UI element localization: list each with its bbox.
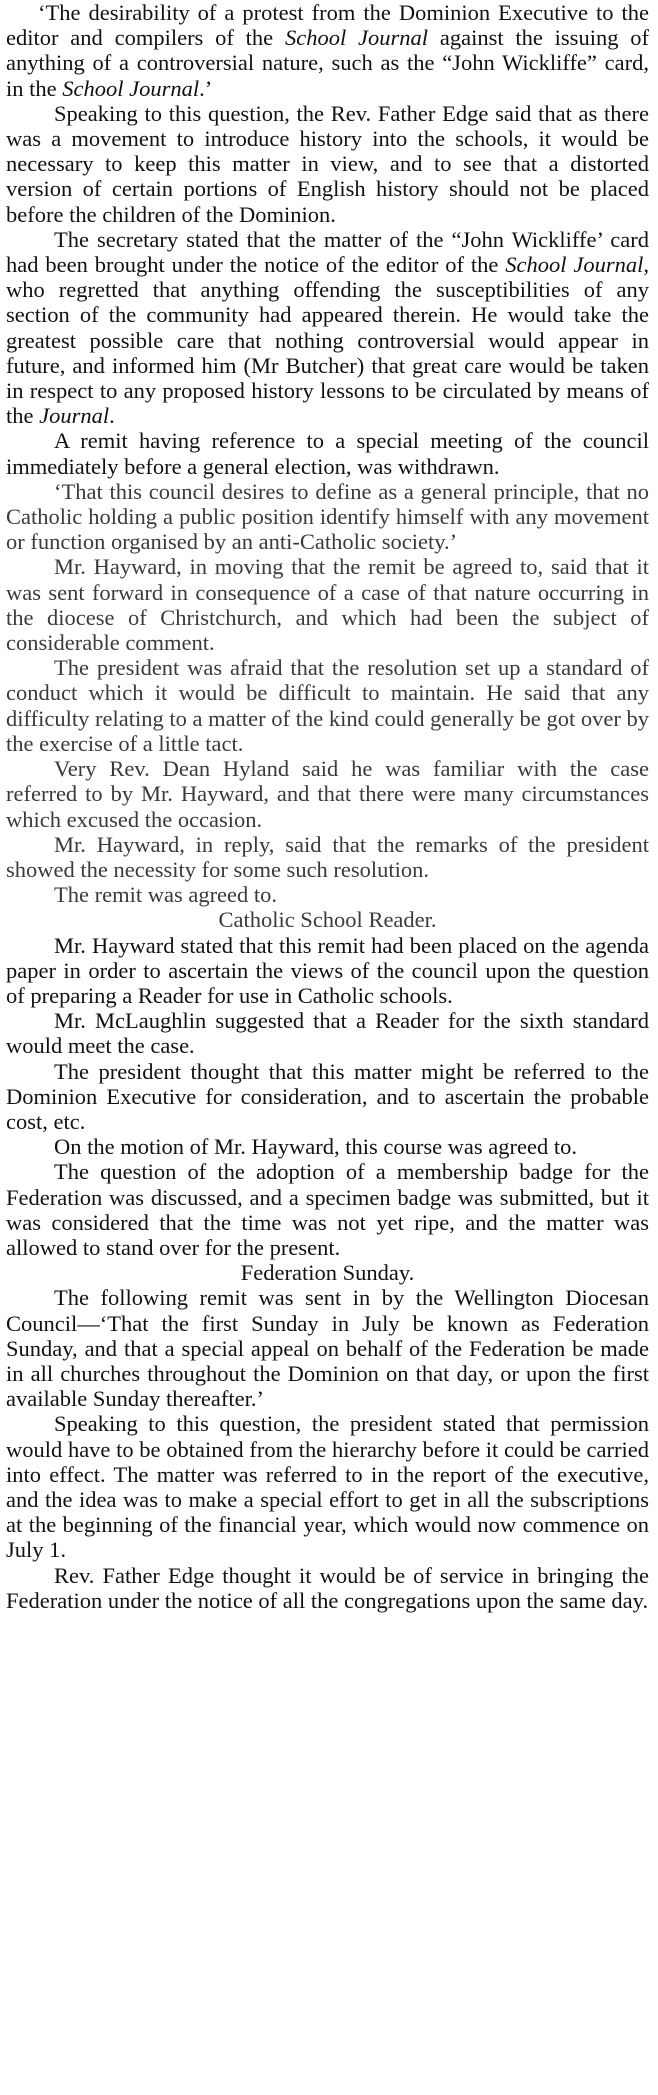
paragraph-remit-withdrawn: A remit having reference to a special meeting of the council immediately before a general election, was withdrawn.: [6, 428, 649, 479]
paragraph-hayward-moving: Mr. Hayward, in moving that the remit be agreed to, said that it was sent forward in consequence of a case of that nature occurring in the diocese of Christchurch, and which had been the subject of considerable comment.: [6, 554, 649, 656]
paragraph-president-afraid: The president was afraid that the resolution set up a standard of conduct which it would be difficult to maintain. He said that any difficulty relating to a matter of the kind could generally be got over by the exercise of a little tact.: [6, 655, 649, 756]
paragraph-hayward-reader: Mr. Hayward stated that this remit had been placed on the agenda paper in order to ascertain the views of the council upon the question of preparing a Reader for use in Catholic schools.: [6, 932, 649, 1008]
paragraph-father-edge: Speaking to this question, the Rev. Father Edge said that as there was a movement to introduce history into the schools, it would be necessary to keep this matter in view, and to see that a distorted version of certain portions of English history should not be placed before the children of the Dominion.: [6, 100, 649, 227]
text: .: [109, 403, 115, 429]
publication-title: School Journal: [505, 252, 644, 278]
text: .’: [199, 75, 213, 101]
paragraph-hayward-reply: Mr. Hayward, in reply, said that the remarks of the president showed the necessity for some such resolution.: [6, 831, 649, 882]
paragraph-protest-remit: [6, 0, 649, 101]
publication-title: Journal: [39, 403, 110, 429]
paragraph-secretary: [6, 227, 649, 429]
text: , who regretted that anything offending the susceptibilities of any section of the community had appeared therein. He would take the greatest possible care that nothing controversial would appear in future, and informed him (Mr Butcher) that great care would be taken in respect to any proposed history lessons to be circulated by means of the: [6, 252, 650, 429]
section-heading-school-reader: Catholic School Reader.: [218, 907, 437, 933]
paragraph-remit-agreed: The remit was agreed to.: [54, 882, 278, 908]
paragraph-mclaughlin: Mr. McLaughlin suggested that a Reader for the sixth standard would meet the case.: [6, 1008, 649, 1059]
publication-title: School Journal: [62, 75, 200, 101]
paragraph-dean-hyland: Very Rev. Dean Hyland said he was familiar with the case referred to by Mr. Hayward, and that there were many circumstances which excused the occasion.: [6, 756, 649, 832]
section-heading-federation-sunday: Federation Sunday.: [240, 1260, 415, 1286]
text: The secretary stated that the matter of the “John Wickliffe’ card had been brought under the notice of the editor of the: [6, 226, 649, 278]
paragraph-father-edge-service: Rev. Father Edge thought it would be of service in bringing the Federation under the notice of all the congregations upon the same day.: [6, 1562, 649, 1613]
paragraph-council-principle: ‘That this council desires to define as a general principle, that no Catholic holding a public position identify himself with any movement or function organised by an anti-Catholic society.’: [6, 478, 649, 555]
paragraph-president-executive: The president thought that this matter might be referred to the Dominion Executive for consideration, and to ascertain the probable cost, etc.: [6, 1058, 649, 1134]
text: against the issuing of anything of a controversial nature, such as the “John Wickliffe” card, in the: [6, 25, 649, 101]
paragraph-motion-agreed: On the motion of Mr. Hayward, this course was agreed to.: [54, 1134, 578, 1160]
paragraph-president-permission: Speaking to this question, the president stated that permission would have to be obtained from the hierarchy before it could be carried into effect. The matter was referred to in the report of the executive, and the idea was to make a special effort to get in all the subscriptions at the beginning of the financial year, which would now commence on July 1.: [6, 1411, 649, 1563]
text: ‘The desirability of a protest from the Dominion Executive to the editor and compilers of the: [6, 0, 649, 51]
paragraph-membership-badge: The question of the adoption of a membership badge for the Federation was discussed, and a specimen badge was submitted, but it was considered that the time was not yet ripe, and the matter was allowed to stand over for the present.: [6, 1159, 649, 1260]
publication-title: School Journal: [284, 25, 429, 51]
paragraph-wellington-remit: The following remit was sent in by the Wellington Diocesan Council—‘That the first Sunday in July be known as Federation Sunday, and that a special appeal on behalf of the Federation be made in all churches throughout the Dominion on that day, or upon the first available Sunday thereafter.’: [6, 1285, 649, 1412]
